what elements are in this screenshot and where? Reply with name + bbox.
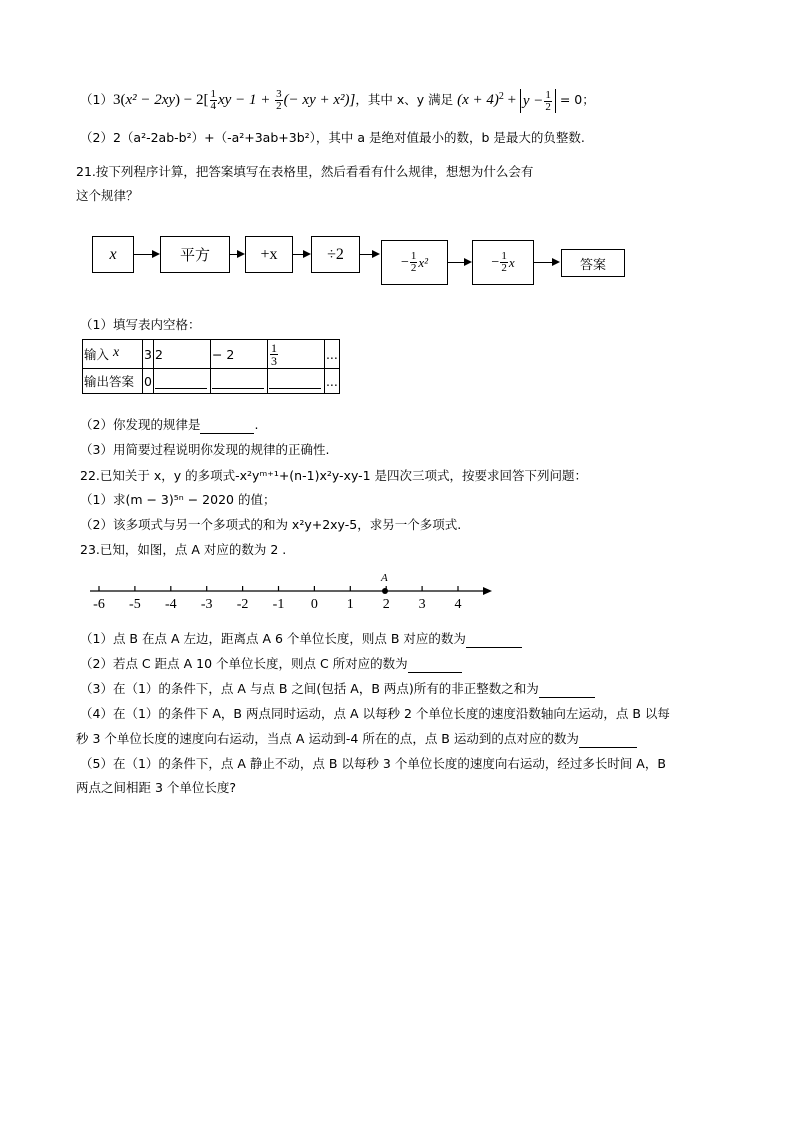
table-cell-input-3: − 2 (210, 340, 267, 369)
q20-cond-a: (x + 4) (457, 92, 499, 109)
q23-sub4-line2: 秒 3 个单位长度的速度向右运动，当点 A 运动到-4 所在的点，点 B 运动到的点对应的数为 (76, 730, 637, 748)
flow-arrow-3 (293, 254, 309, 255)
q23-sub3: （3）在（1）的条件下，点 A 与点 B 之间(包括 A，B 两点)所有的非正整数之和为 (80, 680, 595, 698)
tick-label: -3 (200, 597, 213, 612)
answer-blank[interactable] (200, 419, 254, 434)
q21-sub3: （3）用简要过程说明你发现的规律的正确性. (80, 442, 330, 457)
tick-label: -2 (236, 597, 249, 612)
q21-table (82, 339, 340, 394)
q23-sub5-line2: 两点之间相距 3 个单位长度? (76, 780, 237, 795)
table-row-output (83, 369, 340, 394)
q20-expr-a: 3( (112, 92, 126, 109)
answer-blank[interactable] (539, 683, 595, 698)
flow-box-minus-half-x: − $\frac{1}{2}$ x (472, 240, 534, 285)
answer-blank[interactable] (408, 658, 462, 673)
flow-box-x: x (92, 236, 134, 273)
q20-part2: （2）2（a²-2ab-b²）+（-a²+3ab+3b²），其中 a 是绝对值最小的数，b 是最大的负整数. (80, 130, 585, 145)
flow-box-square: 平方 (160, 236, 230, 273)
flow-arrow-5 (448, 262, 470, 263)
q22-title: 22.已知关于 x，y 的多项式-x²yᵐ⁺¹+(n-1)x²y-xy-1 是四次三项式，按要求回答下列问题： (80, 468, 588, 483)
table-cell-output-2[interactable] (153, 369, 210, 394)
q21-sub2: （2）你发现的规律是 . (80, 417, 259, 432)
table-cell-input-5: ... (324, 340, 339, 369)
tick-label: -5 (129, 597, 141, 612)
q21-title-line1: 21.按下列程序计算，把答案填写在表格里，然后看看有什么规律，想想为什么会有 (76, 164, 534, 179)
q20-abs-value: y − $\frac{1}{2}$ (520, 89, 556, 113)
q20-cond-sup: 2 (498, 91, 504, 102)
table-cell-input-4: $\frac{1}{3}$ (267, 340, 324, 369)
table-cell-output-3[interactable] (210, 369, 267, 394)
q20-cond-b: + (503, 92, 520, 109)
table-cell-input-2: 2 (153, 340, 210, 369)
q21-title-line2: 这个规律？ (76, 188, 139, 203)
q22-sub1: （1）求(m − 3)⁵ⁿ − 2020 的值； (80, 492, 276, 507)
q20-cond-frac: $\frac{1}{2}$ (545, 88, 551, 113)
q23-sub2: （2）若点 C 距点 A 10 个单位长度，则点 C 所对应的数为 (80, 655, 462, 673)
q23-sub1: （1）点 B 在点 A 左边，距离点 A 6 个单位长度，则点 B 对应的数为 (80, 630, 522, 648)
answer-blank[interactable] (579, 733, 637, 748)
table-cell-output-1: 0 (143, 369, 154, 394)
flow-box-divide-2: ÷2 (311, 236, 360, 273)
q20-part1 (80, 88, 595, 113)
q20-expr-d: xy − 1 + (218, 92, 275, 109)
answer-blank[interactable] (155, 374, 207, 389)
tick-label: 1 (346, 597, 354, 612)
q20-frac-one-quarter: $\frac{1}{4}$ (210, 88, 216, 113)
tick-label: -4 (164, 597, 177, 612)
q20-expr-e: (− xy + x²)] (283, 92, 356, 109)
table-cell-input-1: 3 (143, 340, 154, 369)
flow-box-minus-half-x-squared: − $\frac{1}{2}$ x² (381, 240, 448, 285)
q23-sub4-line1: （4）在（1）的条件下 A，B 两点同时运动，点 A 以每秒 2 个单位长度的速度沿数轴向左运动，点 B 以每 (80, 706, 670, 721)
flow-box-answer: 答案 (561, 249, 625, 277)
q21-sub1: （1）填写表内空格： (80, 317, 201, 332)
point-a-label: A (381, 572, 388, 584)
q20-expr-c: ) − 2[ (175, 92, 209, 109)
tick-label: 3 (418, 597, 426, 612)
table-cell-output-label: 输出答案 (83, 369, 143, 394)
table-cell-output-4[interactable] (267, 369, 324, 394)
q20-expr-b: x² − 2xy (125, 92, 176, 109)
number-line (85, 568, 505, 608)
answer-blank[interactable] (466, 633, 522, 648)
tick-label: 2 (382, 597, 390, 612)
flow-box-plus-x: +x (245, 236, 293, 273)
q20-part1-label: （1） (80, 92, 113, 108)
flow-arrow-1 (134, 254, 158, 255)
tick-label: -6 (93, 597, 105, 612)
tick-label: 0 (310, 597, 318, 612)
table-cell-input-label: 输入 x (83, 340, 143, 369)
flow-arrow-2 (230, 254, 243, 255)
number-line-ticks (99, 586, 458, 591)
q22-sub2: （2）该多项式与另一个多项式的和为 x²y+2xy-5，求另一个多项式. (80, 517, 462, 532)
q20-frac-three-halves: $\frac{3}{2}$ (276, 88, 282, 113)
tick-label: -1 (272, 597, 285, 612)
answer-blank[interactable] (269, 374, 321, 389)
table-cell-output-5: ... (324, 369, 339, 394)
q23-title: 23.已知，如图，点 A 对应的数为 2 . (80, 542, 287, 557)
flow-arrow-4 (360, 254, 378, 255)
q20-condition-text: ，其中 x、y 满足 (355, 92, 458, 108)
flow-arrow-6 (534, 262, 558, 263)
tick-label: 4 (454, 597, 462, 612)
point-a-marker (382, 588, 388, 594)
table-row-input (83, 340, 340, 369)
q20-cond-end: = 0； (555, 92, 595, 108)
answer-blank[interactable] (212, 374, 264, 389)
number-line-arrowhead (483, 587, 492, 595)
q23-sub5-line1: （5）在（1）的条件下，点 A 静止不动，点 B 以每秒 3 个单位长度的速度向右运动，经过多长时间 A，B (80, 756, 666, 771)
